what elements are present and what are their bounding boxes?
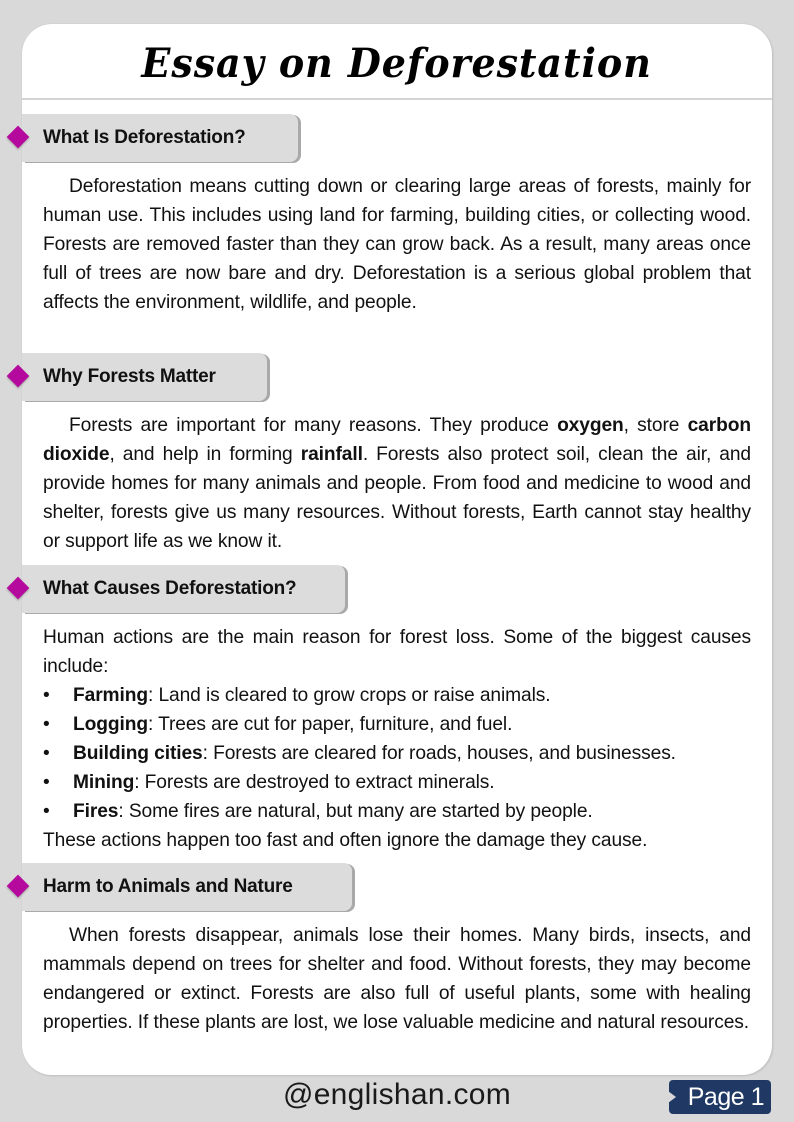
- text-segment: , and help in forming: [109, 444, 301, 465]
- bold-term-rainfall: rainfall: [300, 444, 363, 465]
- bullet-icon: •: [43, 772, 50, 793]
- cause-text: : Land is cleared to grow crops or raise animals.: [148, 685, 551, 706]
- list-item: [43, 710, 751, 739]
- bullet-icon: •: [43, 714, 50, 735]
- text-segment: Forests are important for many reasons. They produce: [69, 415, 558, 436]
- section-heading: What Is Deforestation?: [43, 127, 246, 148]
- list-item: [43, 739, 751, 768]
- cause-text: : Some fires are natural, but many are started by people.: [118, 801, 593, 822]
- section-heading: Harm to Animals and Nature: [43, 876, 293, 897]
- causes-intro: Human actions are the main reason for forest loss. Some of the biggest causes include:: [43, 627, 751, 677]
- section-header-what-causes-deforestation: [22, 565, 345, 613]
- section-heading: Why Forests Matter: [43, 366, 216, 387]
- section-heading: What Causes Deforestation?: [43, 578, 297, 599]
- section-paragraph: When forests disappear, animals lose their homes. Many birds, insects, and mammals depend on trees for shelter and food. Without forests, they may become endangered or extinct. Forests are also full of useful plants, some with healing properties. If these plants are lost, we lose valuable medicine and natural resources.: [43, 925, 751, 1033]
- section-header-harm-to-animals: [22, 863, 352, 911]
- bold-term-oxygen: oxygen: [557, 415, 624, 436]
- footer-site-link[interactable]: @englishan.com: [282, 1078, 512, 1111]
- page-label: Page 1: [687, 1082, 764, 1111]
- causes-outro: These actions happen too fast and often ignore the damage they cause.: [43, 830, 648, 851]
- causes-block: [43, 623, 751, 855]
- title-area: [22, 24, 772, 100]
- section-paragraph: Deforestation means cutting down or clearing large areas of forests, mainly for human use. This includes using land for farming, building cities, or collecting wood. Forests are removed faster than they can grow back. As a result, many areas once full of trees are now bare and dry. Deforestation is a serious global problem that affects the environment, wildlife, and people.: [43, 176, 751, 313]
- cause-term: Building cities: [73, 743, 203, 764]
- causes-list: [43, 681, 751, 826]
- cause-term: Farming: [73, 685, 148, 706]
- cause-text: : Forests are destroyed to extract minerals.: [134, 772, 495, 793]
- cause-term: Fires: [73, 801, 119, 822]
- list-item: [43, 681, 751, 710]
- page-number-badge: [669, 1080, 771, 1114]
- section-header-why-forests-matter: [22, 353, 267, 401]
- bullet-icon: •: [43, 801, 50, 822]
- page-title: Essay on Deforestation: [141, 39, 653, 87]
- list-item: [43, 768, 751, 797]
- text-segment: , store: [623, 415, 688, 436]
- arrow-notch-icon: [668, 1091, 676, 1103]
- bullet-icon: •: [43, 685, 50, 706]
- bold-term-carbon-dioxide: carbon dioxide: [43, 415, 751, 465]
- cause-term: Logging: [73, 714, 148, 735]
- list-item: [43, 797, 751, 826]
- text-segment: . Forests also protect soil, clean the air, and provide homes for many animals and people. From food and medicine to wood and shelter, forests give us many resources. Without forests, Earth cannot stay healthy or support life as we know it.: [43, 444, 751, 552]
- section-header-what-is-deforestation: [22, 114, 298, 162]
- cause-term: Mining: [73, 772, 135, 793]
- section-paragraph: [43, 411, 751, 556]
- cause-text: : Forests are cleared for roads, houses, and businesses.: [202, 743, 676, 764]
- bullet-icon: •: [43, 743, 50, 764]
- essay-card: [22, 24, 772, 1075]
- cause-text: : Trees are cut for paper, furniture, and fuel.: [147, 714, 513, 735]
